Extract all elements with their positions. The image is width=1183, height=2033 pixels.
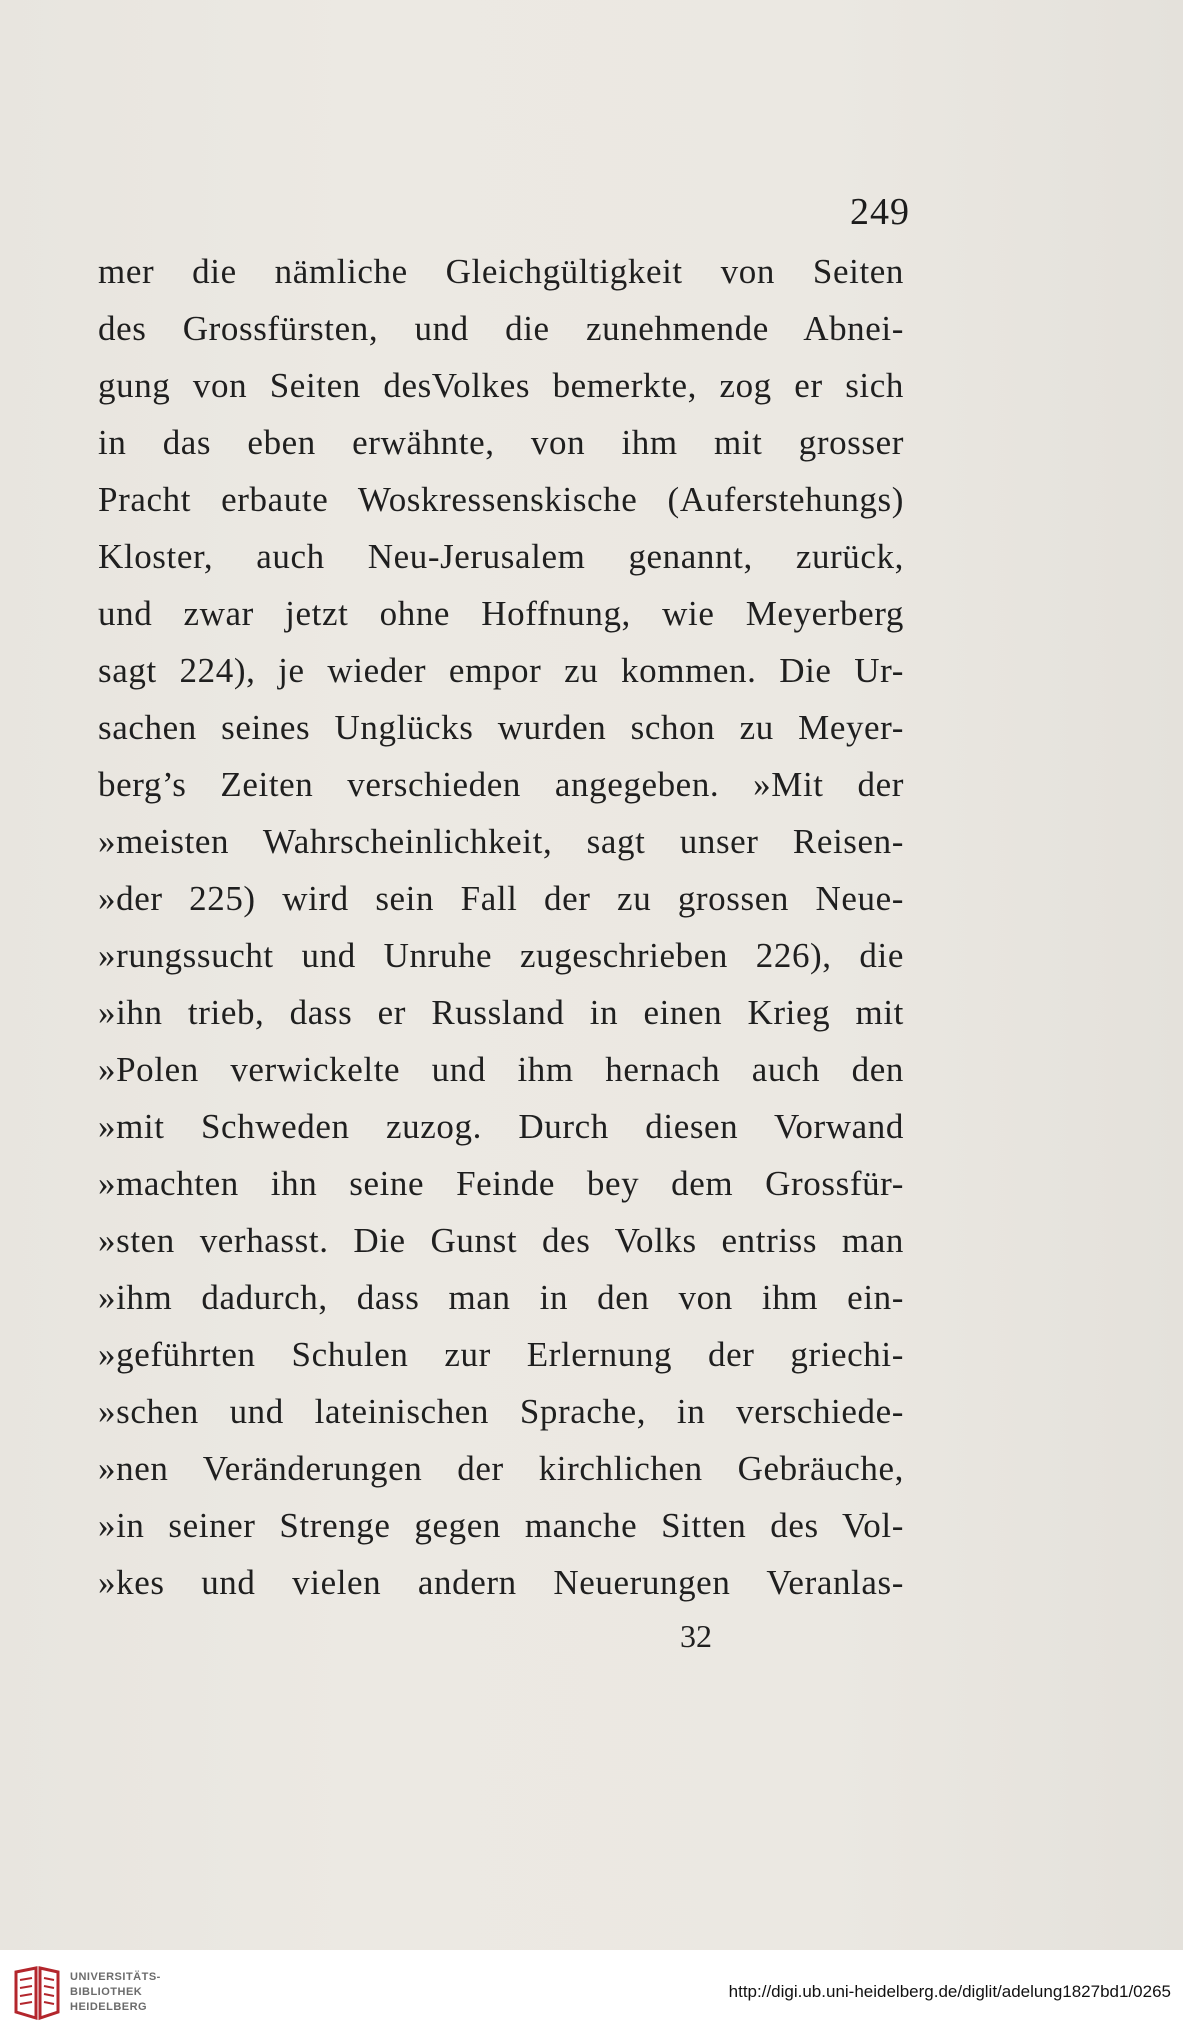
footer-bar xyxy=(0,1950,1183,2033)
text-line: sagt 224), je wieder empor zu kommen. Die Ur- xyxy=(98,651,904,690)
text-line: »mit Schweden zuzog. Durch diesen Vorwand xyxy=(98,1107,904,1146)
body-text xyxy=(98,243,904,1611)
library-name-line: BIBLIOTHEK xyxy=(70,1986,143,1998)
text-line: gung von Seiten desVolkes bemerkte, zog er sich xyxy=(98,366,904,405)
text-line: Kloster, auch Neu-Jerusalem genannt, zurück, xyxy=(98,537,904,576)
text-line: sachen seines Unglücks wurden schon zu Meyer- xyxy=(98,708,904,747)
text-line: »Polen verwickelte und ihm hernach auch den xyxy=(98,1050,904,1089)
text-line: »schen und lateinischen Sprache, in verschiede- xyxy=(98,1392,904,1431)
permalink-url[interactable]: http://digi.ub.uni-heidelberg.de/diglit/adelung1827bd1/0265 xyxy=(728,1982,1171,2001)
text-line: mer die nämliche Gleichgültigkeit von Seiten xyxy=(98,252,904,291)
text-line: des Grossfürsten, und die zunehmende Abnei- xyxy=(98,309,904,348)
text-line: »meisten Wahrscheinlichkeit, sagt unser Reisen- xyxy=(98,822,904,861)
text-line: »kes und vielen andern Neuerungen Veranlas- xyxy=(98,1563,904,1602)
signature-mark: 32 xyxy=(680,1618,712,1654)
page-number: 249 xyxy=(850,191,910,233)
text-line: »der 225) wird sein Fall der zu grossen Neue- xyxy=(98,879,904,918)
text-line: und zwar jetzt ohne Hoffnung, wie Meyerberg xyxy=(98,594,904,633)
text-line: Pracht erbaute Woskressenskische (Auferstehungs) xyxy=(98,480,904,519)
text-line: in das eben erwähnte, von ihm mit grosser xyxy=(98,423,904,462)
text-line: »sten verhasst. Die Gunst des Volks entriss man xyxy=(98,1221,904,1260)
library-name xyxy=(70,1970,161,2015)
library-name-line: UNIVERSITÄTS- xyxy=(70,1971,161,1983)
text-line: »machten ihn seine Feinde bey dem Grossfür- xyxy=(98,1164,904,1203)
university-seal-icon xyxy=(12,1966,62,2022)
text-line: »in seiner Strenge gegen manche Sitten des Vol- xyxy=(98,1506,904,1545)
text-line: »rungssucht und Unruhe zugeschrieben 226), die xyxy=(98,936,904,975)
text-line: berg’s Zeiten verschieden angegeben. »Mit der xyxy=(98,765,904,804)
text-line: »ihn trieb, dass er Russland in einen Krieg mit xyxy=(98,993,904,1032)
text-line: »nen Veränderungen der kirchlichen Gebräuche, xyxy=(98,1449,904,1488)
text-line: »geführten Schulen zur Erlernung der griechi- xyxy=(98,1335,904,1374)
library-name-line: HEIDELBERG xyxy=(70,2001,148,2013)
text-line: »ihm dadurch, dass man in den von ihm ein- xyxy=(98,1278,904,1317)
